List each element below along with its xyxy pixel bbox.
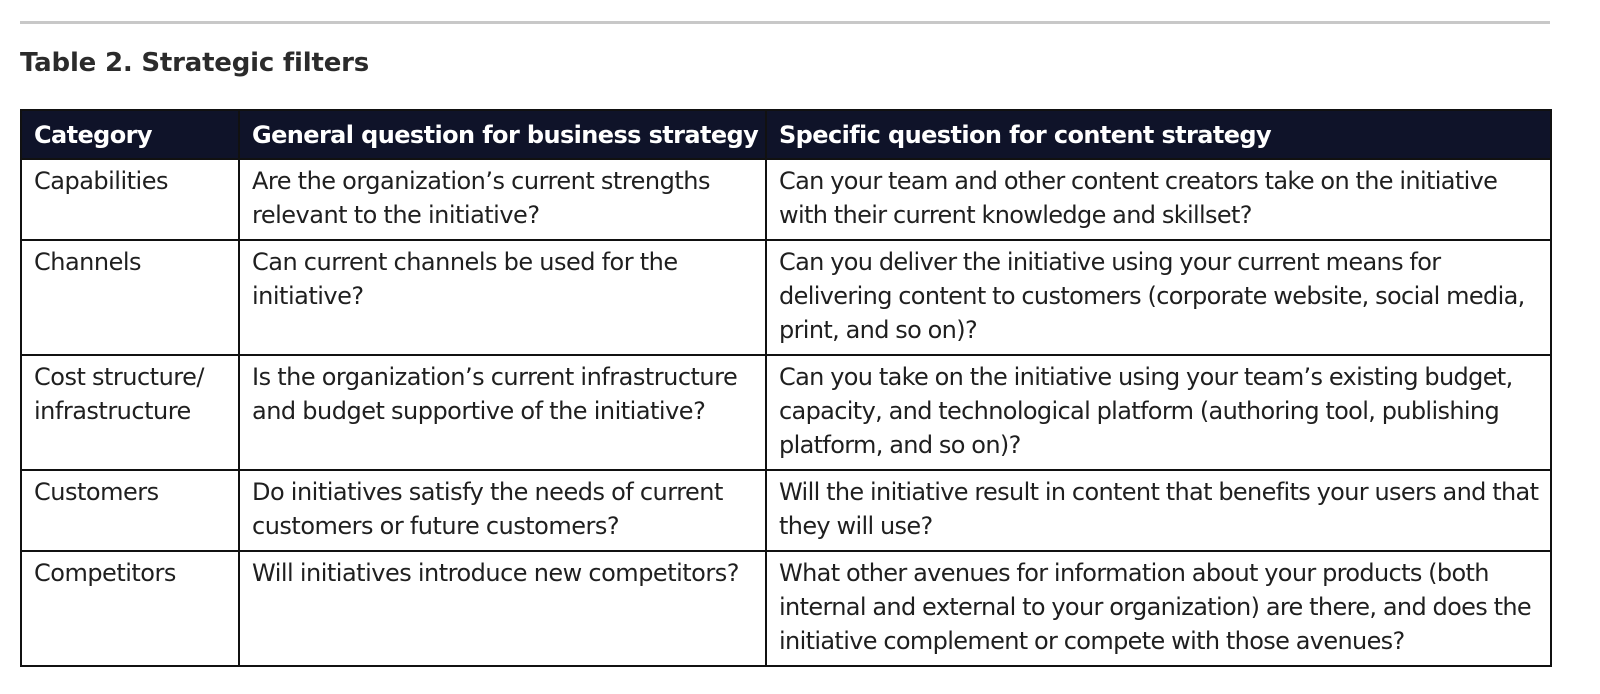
header-business-strategy: General question for business strategy (239, 110, 766, 159)
cell-business-question: Are the organization’s current strengths relevant to the initiative? (239, 159, 766, 240)
table-row (21, 240, 1551, 355)
header-category: Category (21, 110, 239, 159)
cell-category: Channels (21, 240, 239, 355)
cell-category: Customers (21, 470, 239, 551)
table-row (21, 470, 1551, 551)
header-content-strategy: Specific question for content strategy (766, 110, 1551, 159)
table-row (21, 551, 1551, 666)
top-divider (20, 21, 1550, 24)
strategic-filters-table (20, 109, 1552, 667)
table-row (21, 159, 1551, 240)
cell-business-question: Do initiatives satisfy the needs of current customers or future customers? (239, 470, 766, 551)
cell-category: Cost structure/ infrastructure (21, 355, 239, 470)
table-row (21, 355, 1551, 470)
cell-content-question: What other avenues for information about your products (both internal and external to your organization) are there, and does the initiative complement or compete with those avenues? (766, 551, 1551, 666)
cell-category: Competitors (21, 551, 239, 666)
cell-content-question: Can you deliver the initiative using your current means for delivering content to customers (corporate website, social media, print, and so on)? (766, 240, 1551, 355)
cell-content-question: Can your team and other content creators take on the initiative with their current knowledge and skillset? (766, 159, 1551, 240)
cell-business-question: Is the organization’s current infrastructure and budget supportive of the initiative? (239, 355, 766, 470)
cell-content-question: Will the initiative result in content that benefits your users and that they will use? (766, 470, 1551, 551)
cell-content-question: Can you take on the initiative using your team’s existing budget, capacity, and technological platform (authoring tool, publishing platform, and so on)? (766, 355, 1551, 470)
cell-category: Capabilities (21, 159, 239, 240)
cell-business-question: Will initiatives introduce new competitors? (239, 551, 766, 666)
table-header-row (21, 110, 1551, 159)
cell-business-question: Can current channels be used for the initiative? (239, 240, 766, 355)
table-caption: Table 2. Strategic filters (20, 48, 370, 78)
